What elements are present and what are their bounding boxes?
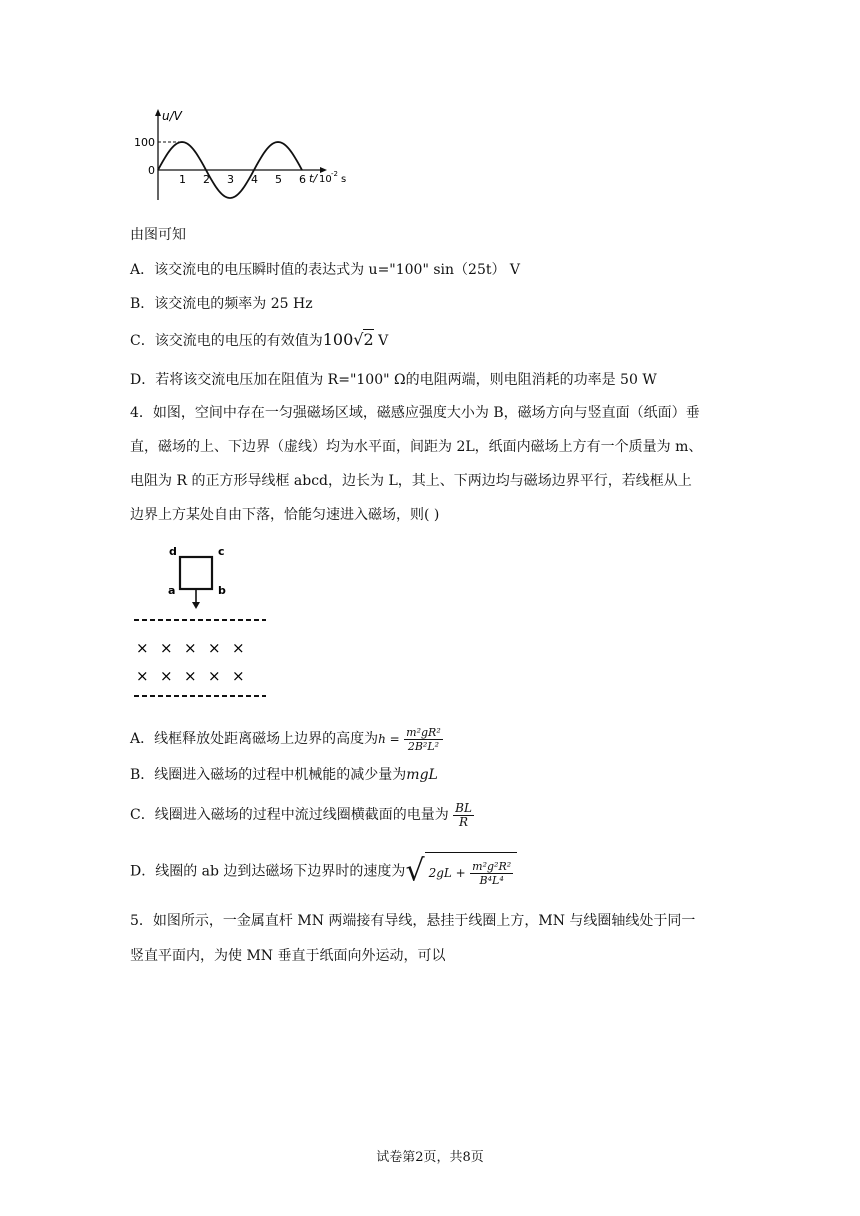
q4-option-d: [130, 852, 517, 891]
x-axis-unit: 10: [319, 174, 332, 185]
label-d: d: [169, 545, 177, 558]
label-c: c: [218, 545, 225, 558]
q4-option-b-text: B．线圈进入磁场的过程中机械能的减少量为: [130, 767, 407, 783]
field-cross-icon: ×: [208, 667, 221, 685]
wave-data-point: [277, 141, 278, 142]
q5-stem-line-2: 竖直平面内，为使 MN 垂直于纸面向外运动，可以: [130, 948, 446, 964]
field-cross-icon: ×: [136, 667, 149, 685]
q4-option-d-fraction: [470, 860, 513, 887]
voltage-wave-chart: [128, 108, 358, 208]
q3-option-c-value: 100: [322, 330, 354, 349]
q4-stem-line-4: 边界上方某处自由下落，恰能匀速进入磁场，则( ): [130, 507, 440, 523]
q3-intro: 由图可知: [130, 227, 186, 243]
q4-option-c-fraction: [453, 802, 474, 829]
q3-option-a: A．该交流电的电压瞬时值的表达式为 u="100" sin（25t） V: [130, 262, 521, 278]
x-axis-label: t/: [309, 172, 318, 185]
sqrt-sign-large: √: [405, 853, 425, 889]
q4-stem-line-2: 直，磁场的上、下边界（虚线）均为水平面，间距为 2L，纸面内磁场上方有一个质量为 m、: [130, 439, 703, 455]
q4-option-a-h: h =: [378, 732, 400, 746]
x-tick-label: 6: [299, 173, 306, 186]
field-cross-icon: ×: [184, 667, 197, 685]
q4-option-b: [130, 765, 438, 785]
label-a: a: [168, 584, 176, 597]
wave-data-point: [229, 197, 230, 198]
x-tick-label: 5: [275, 173, 282, 186]
x-axis-unit-s: s: [341, 174, 347, 185]
q4-option-d-radicand: [425, 852, 518, 891]
page-footer: 试卷第2页，共8页: [376, 1150, 484, 1165]
magnetic-field-figure: [128, 540, 273, 705]
fall-arrow-head: [192, 602, 200, 609]
q3-option-c-root: 2: [363, 330, 374, 349]
origin-label: 0: [148, 164, 155, 177]
field-cross-icon: ×: [232, 639, 245, 657]
y-axis-label: u/V: [162, 109, 182, 123]
q4-option-a-numerator: m²gR²: [406, 725, 441, 739]
y-tick-100: 100: [134, 136, 155, 149]
y-axis-arrow: [155, 109, 161, 116]
sqrt-sign: √: [353, 330, 364, 349]
q4-option-d-text: D．线圈的 ab 边到达磁场下边界时的速度为: [130, 863, 406, 880]
q4-option-a-text: A．线框释放处距离磁场上边界的高度为: [130, 731, 379, 747]
label-b: b: [218, 584, 226, 597]
q4-option-a-fraction: [404, 726, 443, 753]
x-axis-unit-exp: -2: [331, 170, 338, 178]
field-cross-icon: ×: [232, 667, 245, 685]
field-cross-icon: ×: [136, 639, 149, 657]
q3-option-b: B．该交流电的频率为 25 Hz: [130, 296, 313, 312]
q4-option-d-numerator: m²g²R²: [472, 859, 512, 873]
field-cross-icon: ×: [208, 639, 221, 657]
q3-option-c: [130, 330, 388, 351]
q3-option-c-text: C．该交流电的电压的有效值为: [130, 333, 323, 349]
q4-option-d-term: 2gL +: [428, 866, 466, 880]
field-cross-icon: ×: [160, 639, 173, 657]
q4-option-c-numerator: BL: [455, 800, 472, 815]
q4-option-c-denominator: R: [459, 814, 469, 829]
q4-option-b-value: mgL: [406, 767, 438, 783]
q4-option-c-text: C．线圈进入磁场的过程中流过线圈横截面的电量为: [130, 807, 449, 823]
x-tick-label: 1: [179, 173, 186, 186]
field-cross-icon: ×: [160, 667, 173, 685]
field-cross-icon: ×: [184, 639, 197, 657]
q3-option-d: D．若将该交流电压加在阻值为 R="100" Ω的电阻两端，则电阻消耗的功率是 50 W: [130, 372, 657, 388]
q3-option-c-unit: V: [378, 333, 389, 349]
q4-stem-line-3: 电阻为 R 的正方形导线框 abcd，边长为 L，其上、下两边均与磁场边界平行，若线框从上: [130, 473, 692, 489]
x-axis-arrow: [320, 167, 327, 173]
wave-data-point: [181, 141, 182, 142]
q4-option-c: [130, 800, 474, 830]
x-tick-label: 3: [227, 173, 234, 186]
q5-stem-line-1: 5．如图所示，一金属直杆 MN 两端接有导线，悬挂于线圈上方，MN 与线圈轴线处于同一: [130, 913, 696, 929]
q4-option-d-denominator: B⁴L⁴: [479, 873, 504, 887]
q4-stem-line-1: 4．如图，空间中存在一匀强磁场区域，磁感应强度大小为 B，磁场方向与竖直面（纸面）垂: [130, 405, 700, 421]
x-tick-label: 2: [203, 173, 210, 186]
q4-option-a-denominator: 2B²L²: [407, 739, 440, 753]
q4-option-a: [130, 724, 443, 754]
square-loop-abcd: [180, 557, 212, 589]
x-tick-label: 4: [251, 173, 258, 186]
